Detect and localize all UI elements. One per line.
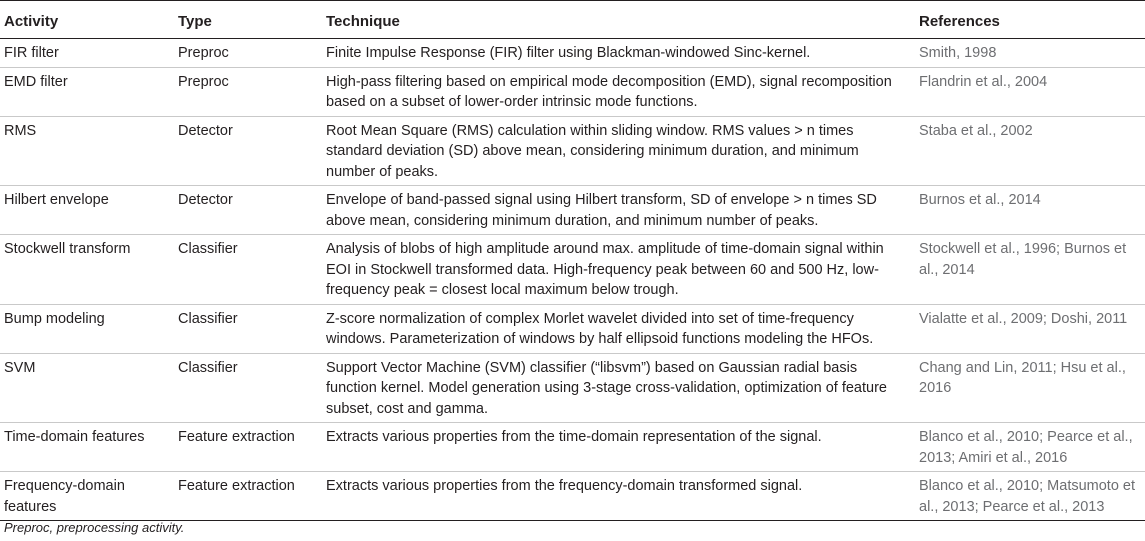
- cell-type: Detector: [176, 186, 321, 235]
- table-row: [0, 423, 1145, 472]
- cell-activity: RMS: [0, 116, 176, 186]
- table-header-row: [0, 1, 1145, 39]
- header-type: Type: [176, 1, 321, 39]
- table-row: [0, 39, 1145, 68]
- cell-activity: Hilbert envelope: [0, 186, 176, 235]
- cell-technique: High-pass filtering based on empirical mode decomposition (EMD), signal recomposition based on a subset of lower-order intrinsic mode functions.: [321, 67, 914, 116]
- cell-technique: Z-score normalization of complex Morlet wavelet divided into set of time-frequency windows. Parameterization of windows by half ellipsoid functions modeling the HFOs.: [321, 304, 914, 353]
- cell-activity: EMD filter: [0, 67, 176, 116]
- cell-type: Feature extraction: [176, 423, 321, 472]
- table-footnote: Preproc, preprocessing activity.: [4, 520, 185, 535]
- cell-type: Preproc: [176, 39, 321, 68]
- cell-references: Blanco et al., 2010; Matsumoto et al., 2013; Pearce et al., 2013: [914, 472, 1145, 521]
- cell-references: Blanco et al., 2010; Pearce et al., 2013; Amiri et al., 2016: [914, 423, 1145, 472]
- cell-type: Feature extraction: [176, 472, 321, 521]
- table-row: [0, 472, 1145, 521]
- table-row: [0, 304, 1145, 353]
- cell-technique: Finite Impulse Response (FIR) filter using Blackman-windowed Sinc-kernel.: [321, 39, 914, 68]
- header-technique: Technique: [321, 1, 914, 39]
- table-row: [0, 235, 1145, 305]
- cell-activity: Bump modeling: [0, 304, 176, 353]
- cell-activity: Frequency-domain features: [0, 472, 176, 521]
- header-activity: Activity: [0, 1, 176, 39]
- cell-activity: Stockwell transform: [0, 235, 176, 305]
- cell-type: Classifier: [176, 353, 321, 423]
- cell-type: Preproc: [176, 67, 321, 116]
- cell-references: Chang and Lin, 2011; Hsu et al., 2016: [914, 353, 1145, 423]
- table-row: [0, 67, 1145, 116]
- cell-technique: Extracts various properties from the frequency-domain transformed signal.: [321, 472, 914, 521]
- cell-references: Smith, 1998: [914, 39, 1145, 68]
- cell-technique: Analysis of blobs of high amplitude around max. amplitude of time-domain signal within EOI in Stockwell transformed data. High-frequency peak between 60 and 500 Hz, low-frequency peak = closest local maximum below trough.: [321, 235, 914, 305]
- cell-references: Burnos et al., 2014: [914, 186, 1145, 235]
- cell-references: Vialatte et al., 2009; Doshi, 2011: [914, 304, 1145, 353]
- cell-type: Detector: [176, 116, 321, 186]
- cell-technique: Extracts various properties from the time-domain representation of the signal.: [321, 423, 914, 472]
- cell-references: Staba et al., 2002: [914, 116, 1145, 186]
- table-row: [0, 353, 1145, 423]
- table-row: [0, 116, 1145, 186]
- cell-activity: FIR filter: [0, 39, 176, 68]
- cell-type: Classifier: [176, 235, 321, 305]
- cell-references: Stockwell et al., 1996; Burnos et al., 2014: [914, 235, 1145, 305]
- cell-activity: SVM: [0, 353, 176, 423]
- header-references: References: [914, 1, 1145, 39]
- cell-technique: Root Mean Square (RMS) calculation within sliding window. RMS values > n times standard deviation (SD) above mean, considering minimum duration, and minimum number of peaks.: [321, 116, 914, 186]
- cell-activity: Time-domain features: [0, 423, 176, 472]
- cell-references: Flandrin et al., 2004: [914, 67, 1145, 116]
- cell-technique: Envelope of band-passed signal using Hilbert transform, SD of envelope > n times SD above mean, considering minimum duration, and minimum number of peaks.: [321, 186, 914, 235]
- cell-type: Classifier: [176, 304, 321, 353]
- cell-technique: Support Vector Machine (SVM) classifier (“libsvm”) based on Gaussian radial basis function kernel. Model generation using 3-stage cross-validation, optimization of feature subset, cost and gamma.: [321, 353, 914, 423]
- table-row: [0, 186, 1145, 235]
